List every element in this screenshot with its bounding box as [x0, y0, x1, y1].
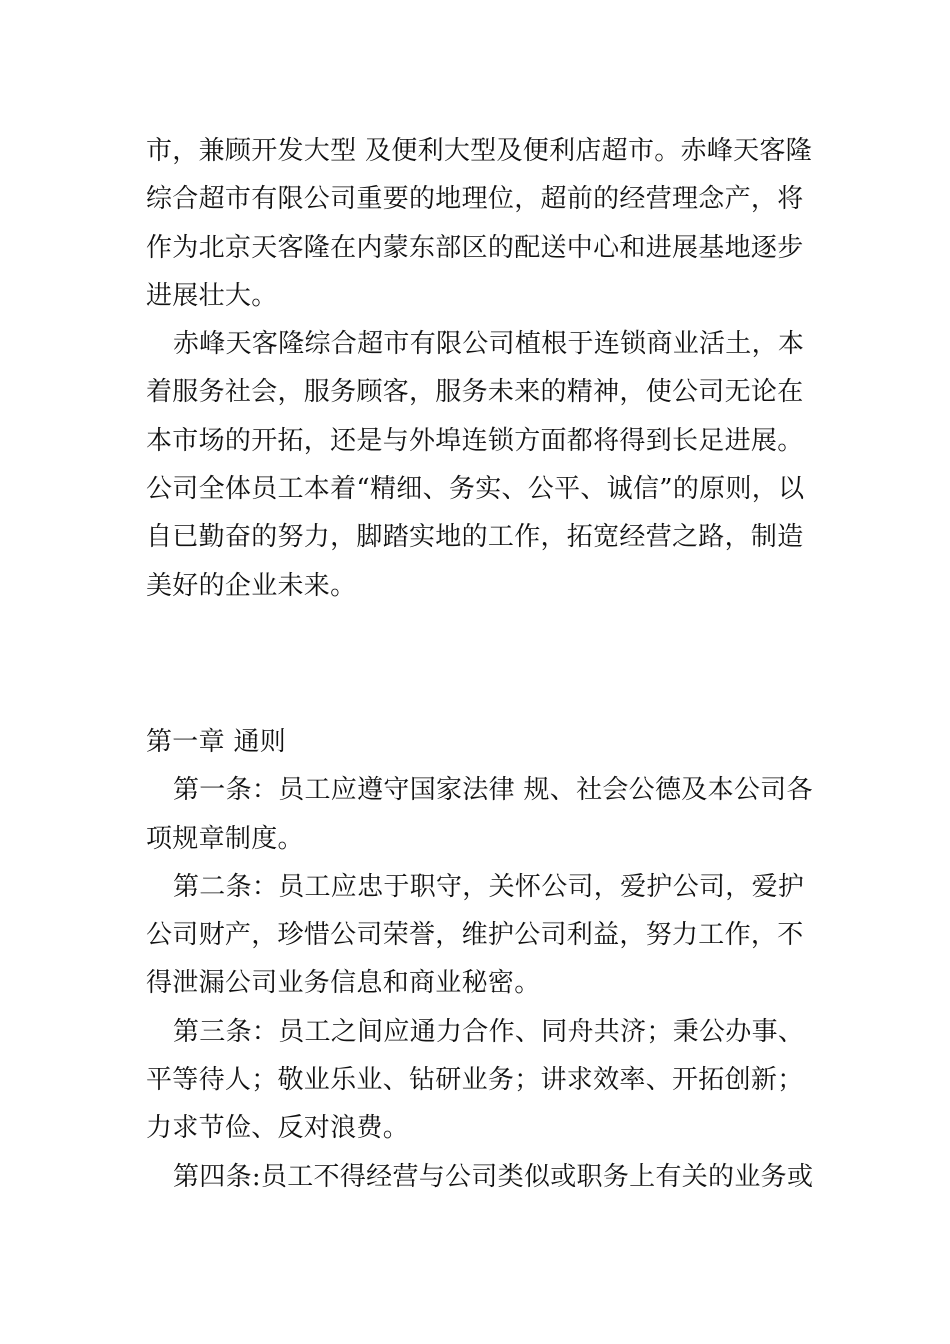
- article-2: 第二条：员工应忠于职守，关怀公司，爱护公司，爱护公司财产，珍惜公司荣誉，维护公司利益，努力工作，不得泄漏公司业务信息和商业秘密。: [146, 871, 805, 999]
- chapter-title: 第一章 通则: [146, 726, 287, 757]
- intro-paragraph-2: 赤峰天客隆综合超市有限公司植根于连锁商业活土，本着服务社会，服务顾客，服务未来的精神，使公司无论在本市场的开拓，还是与外埠连锁方面都将得到长足进展。公司全体员工本着“精细、务实、公平、诚信”的原则，以自已勤奋的努力，脚踏实地的工作，拓宽经营之路，制造美好的企业未来。: [146, 329, 805, 601]
- intro-paragraph-1: 市，兼顾开发大型 及便利大型及便利店超市。赤峰天客隆综合超市有限公司重要的地理位，超前的经营理念产，将作为北京天客隆在内蒙东部区的配送中心和进展基地逐步进展壮大。: [146, 136, 813, 311]
- article-4: 第四条:员工不得经营与公司类似或职务上有关的业务或: [173, 1161, 814, 1192]
- article-3: 第三条：员工之间应通力合作、同舟共济；秉公办事、平等待人；敬业乐业、钻研业务；讲求效率、开拓创新；力求节俭、反对浪费。: [146, 1016, 805, 1144]
- document-page: [146, 127, 816, 1201]
- section-spacer: [146, 610, 816, 718]
- article-1: 第一条：员工应遵守国家法律 规、社会公德及本公司各项规章制度。: [146, 775, 813, 854]
